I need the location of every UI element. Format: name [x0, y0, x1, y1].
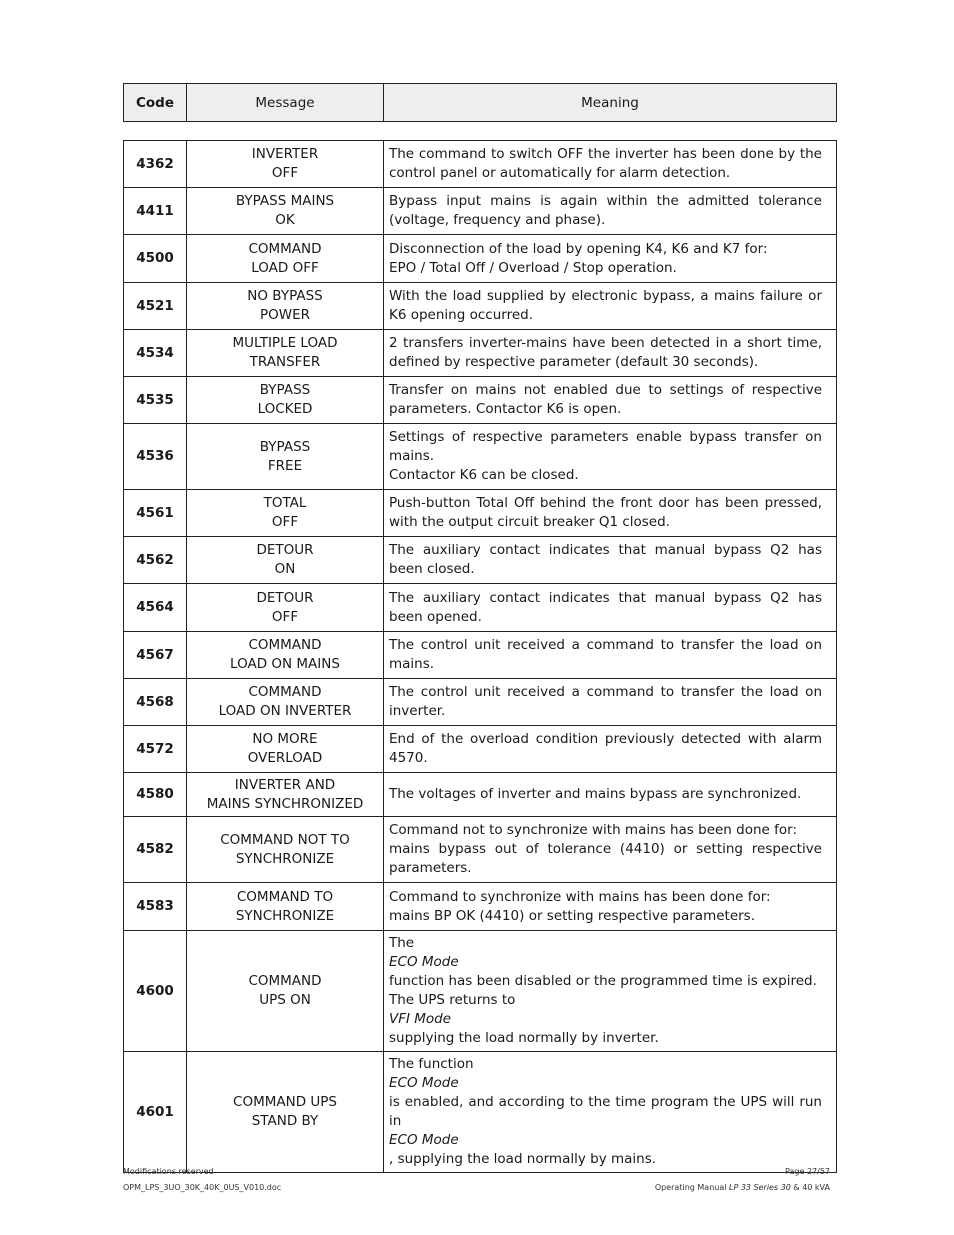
meaning-paragraph: [389, 541, 822, 579]
table-row: [124, 931, 837, 1052]
code-cell: 4535: [124, 377, 187, 424]
meaning-cell: [384, 537, 837, 584]
code-cell: 4580: [124, 773, 187, 817]
meaning-text: With the load supplied by electronic bypass, a mains failure or K6 opening occurred.: [389, 288, 822, 323]
code-cell: 4534: [124, 330, 187, 377]
table-row: [124, 726, 837, 773]
meaning-text: mains bypass out of tolerance (4410) or setting respective parameters.: [389, 841, 822, 876]
meaning-cell: [384, 490, 837, 537]
meaning-text: , supplying the load normally by mains.: [389, 1151, 657, 1167]
message-cell: COMMAND TO SYNCHRONIZE: [187, 883, 384, 931]
table-row: [124, 883, 837, 931]
table-row: [124, 632, 837, 679]
code-cell: 4582: [124, 817, 187, 883]
meaning-cell: [384, 773, 837, 817]
meaning-cell: [384, 424, 837, 490]
meaning-paragraph: [389, 381, 822, 419]
meaning-cell: [384, 726, 837, 773]
code-cell: 4500: [124, 235, 187, 283]
meaning-paragraph: [389, 730, 822, 768]
message-cell: TOTAL OFF: [187, 490, 384, 537]
meaning-paragraph: [389, 466, 822, 485]
meaning-text: Disconnection of the load by opening K4, K6 and K7 for:: [389, 240, 768, 257]
message-cell: COMMAND NOT TO SYNCHRONIZE: [187, 817, 384, 883]
meaning-cell: [384, 141, 837, 188]
code-cell: 4600: [124, 931, 187, 1052]
meaning-cell: [384, 632, 837, 679]
meaning-text: Command not to synchronize with mains has been done for:: [389, 822, 798, 838]
meaning-paragraph: [389, 287, 822, 325]
meaning-paragraph: [389, 334, 822, 372]
meaning-cell: [384, 330, 837, 377]
meaning-text: The auxiliary contact indicates that manual bypass Q2 has been opened.: [389, 589, 822, 625]
meaning-text: is enabled, and according to the time program the UPS will run in: [389, 1094, 822, 1129]
meaning-paragraph: [389, 840, 822, 878]
table-row: [124, 424, 837, 490]
meaning-text: The voltages of inverter and mains bypass are synchronized.: [389, 786, 802, 802]
code-cell: 4521: [124, 283, 187, 330]
meaning-text: The function: [389, 1056, 474, 1072]
modifications-note: Modifications reserved: [123, 1167, 214, 1176]
table-row: [124, 817, 837, 883]
table-row: [124, 584, 837, 632]
message-cell: DETOUR ON: [187, 537, 384, 584]
message-cell: COMMAND LOAD OFF: [187, 235, 384, 283]
message-cell: BYPASS MAINS OK: [187, 188, 384, 235]
meaning-cell: [384, 679, 837, 726]
message-cell: BYPASS LOCKED: [187, 377, 384, 424]
message-cell: COMMAND UPS ON: [187, 931, 384, 1052]
code-column-header: Code: [124, 84, 187, 122]
document-filename: OPM_LPS_3UO_30K_40K_0US_V010.doc: [123, 1183, 282, 1192]
code-cell: 4411: [124, 188, 187, 235]
table-row: [124, 330, 837, 377]
code-cell: 4362: [124, 141, 187, 188]
message-table-body: [124, 141, 837, 1173]
table-row: [124, 283, 837, 330]
meaning-paragraph: [389, 683, 822, 721]
meaning-cell: [384, 377, 837, 424]
table-row: [124, 773, 837, 817]
manual-title-prefix: Operating Manual: [654, 1183, 729, 1192]
message-cell: NO MORE OVERLOAD: [187, 726, 384, 773]
meaning-text: End of the overload condition previously detected with alarm 4570.: [389, 731, 822, 766]
manual-title-suffix: & 40 kVA: [790, 1183, 830, 1192]
meaning-text: The control unit received a command to transfer the load on inverter.: [389, 684, 822, 719]
meaning-paragraph: [389, 636, 822, 674]
message-cell: COMMAND LOAD ON INVERTER: [187, 679, 384, 726]
meaning-cell: [384, 1052, 837, 1173]
code-cell: 4568: [124, 679, 187, 726]
meaning-text: mains BP OK (4410) or setting respective parameters.: [389, 907, 756, 924]
code-cell: 4572: [124, 726, 187, 773]
meaning-text: The UPS returns to: [389, 992, 516, 1008]
meaning-text: Settings of respective parameters enable bypass transfer on mains.: [389, 429, 822, 464]
message-cell: INVERTER AND MAINS SYNCHRONIZED: [187, 773, 384, 817]
meaning-paragraph: [389, 991, 822, 1048]
meaning-cell: [384, 235, 837, 283]
table-row: [124, 490, 837, 537]
message-cell: COMMAND UPS STAND BY: [187, 1052, 384, 1173]
meaning-paragraph: [389, 785, 822, 804]
code-cell: 4562: [124, 537, 187, 584]
meaning-text: The command to switch OFF the inverter has been done by the control panel or automatically for alarm detection.: [389, 146, 822, 181]
code-cell: 4601: [124, 1052, 187, 1173]
meaning-cell: [384, 883, 837, 931]
meaning-paragraph: [389, 192, 822, 230]
meaning-paragraph: [389, 1055, 822, 1169]
message-cell: DETOUR OFF: [187, 584, 384, 632]
message-cell: INVERTER OFF: [187, 141, 384, 188]
message-cell: BYPASS FREE: [187, 424, 384, 490]
code-cell: 4583: [124, 883, 187, 931]
meaning-cell: [384, 817, 837, 883]
meaning-cell: [384, 283, 837, 330]
code-cell: 4567: [124, 632, 187, 679]
message-cell: COMMAND LOAD ON MAINS: [187, 632, 384, 679]
table-header: [123, 83, 837, 122]
meaning-text: Contactor K6 can be closed.: [389, 467, 579, 483]
table-row: [124, 537, 837, 584]
mode-name: VFI Mode: [389, 1011, 452, 1027]
page-number: Page 27/57: [785, 1167, 830, 1176]
meaning-text: supplying the load normally by inverter.: [389, 1030, 659, 1046]
meaning-text: Command to synchronize with mains has been done for:: [389, 888, 771, 905]
meaning-text: function has been disabled or the programmed time is expired.: [389, 973, 817, 989]
mode-name: ECO Mode: [389, 954, 459, 970]
meaning-text: The control unit received a command to transfer the load on mains.: [389, 637, 822, 672]
meaning-paragraph: [389, 907, 822, 926]
manual-title: [655, 1183, 830, 1192]
meaning-text: Transfer on mains not enabled due to settings of respective parameters. Contactor K6 is open.: [389, 382, 822, 417]
meaning-paragraph: [389, 145, 822, 183]
meaning-paragraph: [389, 259, 822, 278]
table-row: [124, 679, 837, 726]
message-cell: NO BYPASS POWER: [187, 283, 384, 330]
meaning-paragraph: [389, 888, 822, 907]
meaning-cell: [384, 188, 837, 235]
message-column-header: Message: [187, 84, 384, 122]
meaning-text: 2 transfers inverter-mains have been detected in a short time, defined by respective parameter (default 30 seconds).: [389, 335, 822, 370]
meaning-paragraph: [389, 240, 822, 259]
code-cell: 4564: [124, 584, 187, 632]
meaning-paragraph: [389, 589, 822, 627]
meaning-text: The: [389, 935, 415, 951]
meaning-paragraph: [389, 428, 822, 466]
meaning-paragraph: [389, 934, 822, 991]
table-row: [124, 235, 837, 283]
meaning-column-header: Meaning: [384, 84, 837, 122]
meaning-text: EPO / Total Off / Overload / Stop operation.: [389, 259, 677, 276]
meaning-text: Bypass input mains is again within the admitted tolerance (voltage, frequency and phase).: [389, 193, 822, 228]
meaning-paragraph: [389, 821, 822, 840]
table-row: [124, 141, 837, 188]
meaning-text: Push-button Total Off behind the front door has been pressed, with the output circuit breaker Q1 closed.: [389, 495, 822, 530]
code-cell: 4536: [124, 424, 187, 490]
table-row: [124, 188, 837, 235]
mode-name: ECO Mode: [389, 1075, 459, 1091]
mode-name: ECO Mode: [389, 1132, 459, 1148]
message-table: [123, 140, 837, 1173]
meaning-cell: [384, 931, 837, 1052]
meaning-text: The auxiliary contact indicates that manual bypass Q2 has been closed.: [389, 542, 822, 577]
table-row: [124, 1052, 837, 1173]
meaning-cell: [384, 584, 837, 632]
table-row: [124, 377, 837, 424]
manual-title-series: LP 33 Series 30: [729, 1183, 791, 1192]
code-cell: 4561: [124, 490, 187, 537]
meaning-paragraph: [389, 494, 822, 532]
message-cell: MULTIPLE LOAD TRANSFER: [187, 330, 384, 377]
